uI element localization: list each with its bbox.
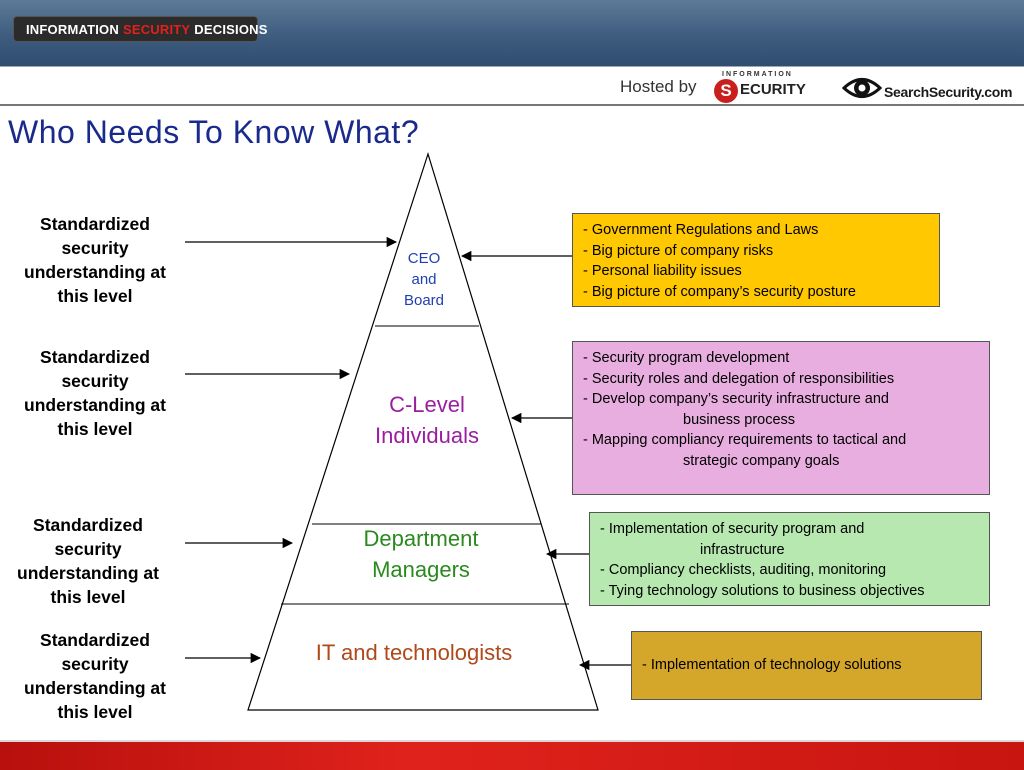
- box-c-level-line-2: - Security roles and delegation of responsibilities: [583, 370, 895, 387]
- box-ceo-line-3: - Personal liability issues: [583, 263, 742, 279]
- box-managers-line-3: - Compliancy checklists, auditing, monitoring: [600, 562, 887, 578]
- left-label-2: Standardized security understanding at this level: [24, 347, 166, 439]
- level-it-line-1: IT and technologists: [315, 640, 513, 665]
- level-ceo-line-2: and: [411, 271, 437, 288]
- security-logo-initial: S: [714, 79, 738, 103]
- box-managers-topics: [589, 512, 990, 606]
- brand-word-1: INFORMATION: [26, 21, 119, 37]
- security-logo-small-text: INFORMATION: [722, 71, 793, 78]
- level-c-level-line-2: Individuals: [375, 423, 479, 448]
- left-label-3: Standardized security understanding at this level: [17, 515, 159, 607]
- box-c-level-line-4: business process: [683, 411, 796, 428]
- box-c-level-line-1: - Security program development: [583, 350, 790, 366]
- security-logo-word: ECURITY: [740, 81, 806, 98]
- box-ceo-line-1: - Government Regulations and Laws: [583, 222, 819, 238]
- level-dept-line-2: Managers: [372, 557, 470, 582]
- box-managers-line-4: - Tying technology solutions to business objectives: [600, 582, 925, 599]
- box-managers-line-1: - Implementation of security program and: [600, 521, 865, 537]
- level-department-managers: [336, 523, 506, 585]
- box-it-topics: [631, 631, 982, 700]
- box-c-level-line-6: strategic company goals: [683, 452, 840, 469]
- box-it-line-1: - Implementation of technology solutions: [642, 657, 902, 674]
- left-label-4: Standardized security understanding at this level: [24, 630, 166, 722]
- page-title: Who Needs To Know What?: [8, 114, 420, 150]
- level-ceo-board: [380, 248, 468, 311]
- level-dept-line-1: Department: [363, 526, 479, 551]
- box-managers-line-2: infrastructure: [700, 541, 785, 558]
- box-ceo-line-2: - Big picture of company risks: [583, 242, 774, 259]
- level-c-level-line-1: C-Level: [389, 392, 465, 417]
- box-ceo-line-4: - Big picture of company’s security posture: [583, 283, 856, 300]
- level-it-technologists: [284, 639, 544, 667]
- box-c-level-line-5: - Mapping compliancy requirements to tactical and: [583, 432, 907, 448]
- level-c-level: [352, 389, 502, 451]
- brand-word-3: DECISIONS: [194, 21, 268, 37]
- left-label-1: Standardized security understanding at this level: [24, 214, 166, 306]
- hosted-by-label: Hosted by: [620, 77, 697, 96]
- box-ceo-topics: [572, 213, 940, 307]
- level-ceo-line-1: CEO: [407, 250, 441, 267]
- level-ceo-line-3: Board: [403, 292, 445, 309]
- bottom-bar: [0, 740, 1024, 770]
- box-c-level-line-3: - Develop company’s security infrastructure and: [583, 391, 889, 407]
- brand-word-2: SECURITY: [122, 21, 191, 37]
- box-c-level-topics: [572, 341, 990, 495]
- searchsecurity-logo-text: SearchSecurity.com: [884, 84, 1013, 100]
